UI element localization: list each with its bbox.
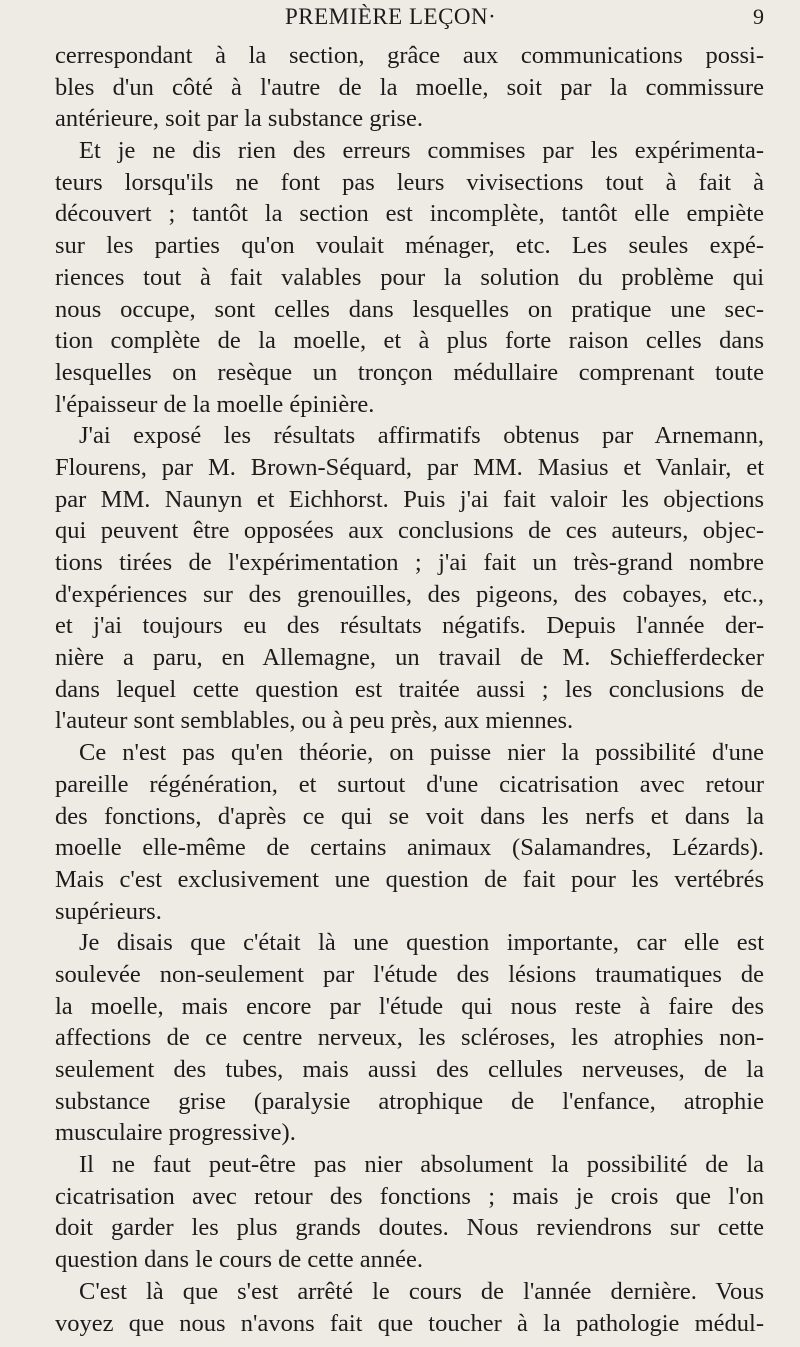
text-line: Et je ne dis rien des erreurs commises par les expérimenta- [79, 137, 764, 165]
text-line: lesquelles on resèque un tronçon médullaire comprenant toute [55, 358, 764, 386]
text-line: Ce n'est pas qu'en théorie, on puisse nier la possibilité d'une [79, 739, 764, 767]
text-line: sur les parties qu'on voulait ménager, etc. Les seules expé- [55, 232, 764, 260]
text-line: supérieurs. [55, 897, 162, 925]
page-header [55, 0, 764, 40]
text-line: qui peuvent être opposées aux conclusions de ces auteurs, objec- [55, 517, 764, 545]
text-line: Il ne faut peut-être pas nier absolument la possibilité de la [79, 1151, 764, 1179]
text-line: pareille régénération, et surtout d'une cicatrisation avec retour [55, 770, 764, 798]
text-line: l'épaisseur de la moelle épinière. [55, 390, 375, 418]
text-line: question dans le cours de cette année. [55, 1246, 424, 1274]
running-title: PREMIÈRE LEÇON· [285, 4, 497, 29]
text-line: d'expériences sur des grenouilles, des pigeons, des cobayes, etc., [55, 580, 764, 608]
text-line: voyez que nous n'avons fait que toucher à la pathologie médul- [55, 1309, 764, 1337]
text-line: C'est là que s'est arrêté le cours de l'année dernière. Vous [79, 1277, 764, 1305]
text-line: bles d'un côté à l'autre de la moelle, soit par la commissure [55, 73, 764, 101]
text-line: par MM. Naunyn et Eichhorst. Puis j'ai fait valoir les objections [55, 485, 764, 513]
text-line: seulement des tubes, mais aussi des cellules nerveuses, de la [55, 1056, 764, 1083]
text-line: riences tout à fait valables pour la solution du problème qui [55, 263, 764, 291]
text-line: teurs lorsqu'ils ne font pas leurs vivisections tout à fait à [55, 168, 764, 196]
text-line: substance grise (paralysie atrophique de l'enfance, atrophie [55, 1087, 764, 1115]
text-line: Flourens, par M. Brown-Séquard, par MM. Masius et Vanlair, et [55, 453, 764, 481]
text-line: doit garder les plus grands doutes. Nous reviendrons sur cette [55, 1214, 764, 1242]
text-line: Mais c'est exclusivement une question de fait pour les vertébrés [55, 865, 764, 893]
text-line: affections de ce centre nerveux, les scléroses, les atrophies non- [55, 1024, 764, 1052]
text-line: soulevée non-seulement par l'étude des lésions traumatiques de [55, 960, 764, 988]
text-line: l'auteur sont semblables, ou à peu près, aux miennes. [55, 707, 574, 735]
text-line: tions tirées de l'expérimentation ; j'ai fait un très-grand nombre [55, 549, 764, 576]
text-line: moelle elle-même de certains animaux (Salamandres, Lézards). [55, 834, 764, 862]
text-line: antérieure, soit par la substance grise. [55, 105, 424, 133]
text-line: Je disais que c'était là une question importante, car elle est [79, 929, 764, 957]
text-line: J'ai exposé les résultats affirmatifs obtenus par Arnemann, [79, 422, 764, 450]
text-line: dans lequel cette question est traitée aussi ; les conclusions de [55, 675, 764, 703]
text-line: tion complète de la moelle, et à plus forte raison celles dans [55, 327, 764, 355]
page-number: 9 [753, 4, 764, 29]
body-text [55, 40, 764, 1339]
text-line: nous occupe, sont celles dans lesquelles on pratique une sec- [55, 295, 764, 323]
text-line: cerrespondant à la section, grâce aux communications possi- [55, 42, 764, 69]
text-line: et j'ai toujours eu des résultats négatifs. Depuis l'année der- [55, 612, 764, 640]
text-line: musculaire progressive). [55, 1119, 296, 1147]
text-line: la moelle, mais encore par l'étude qui nous reste à faire des [55, 992, 764, 1020]
text-line: cicatrisation avec retour des fonctions ; mais je crois que l'on [55, 1182, 764, 1210]
text-line: des fonctions, d'après ce qui se voit dans les nerfs et dans la [55, 802, 764, 830]
text-line: nière a paru, en Allemagne, un travail de M. Schiefferdecker [55, 644, 764, 672]
text-line: découvert ; tantôt la section est incomplète, tantôt elle empiète [55, 200, 764, 228]
